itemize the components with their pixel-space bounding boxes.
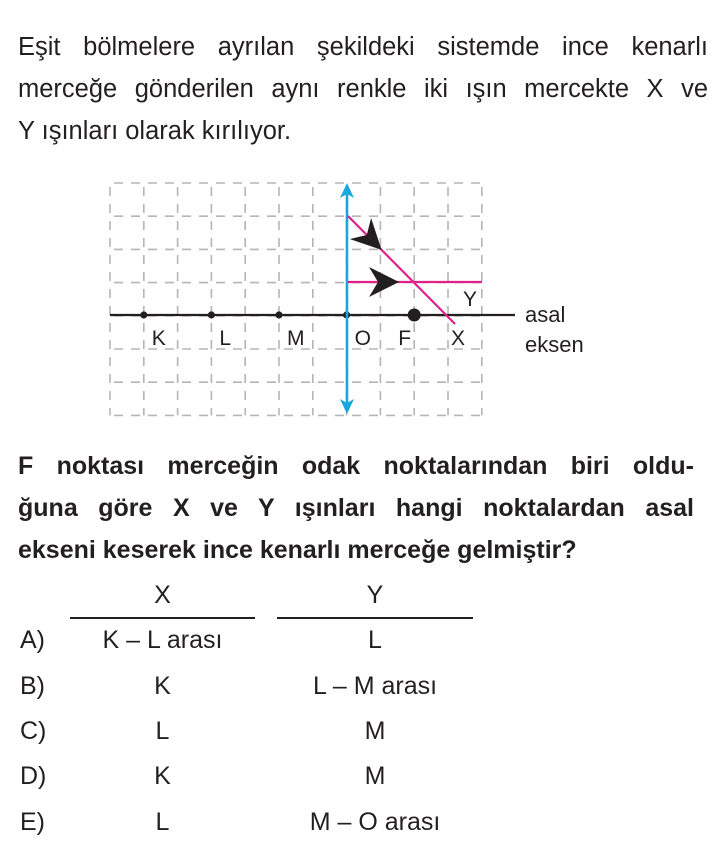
ray-x: [348, 216, 455, 324]
ray-x-label: X: [451, 327, 466, 350]
point-m-label: M: [287, 327, 305, 350]
ray-y-label: Y: [463, 288, 478, 311]
intro-line: Y ışınları olarak kırılıyor.: [18, 117, 292, 145]
option-x-value: K – L arası: [102, 626, 223, 654]
option-e[interactable]: [0, 808, 725, 848]
question-text: [18, 445, 694, 571]
option-y-value: M: [364, 717, 386, 745]
option-letter: A): [20, 626, 45, 654]
option-x-value: L: [155, 717, 170, 745]
option-y-value: L: [368, 626, 382, 654]
axis-label-line1: asal: [525, 302, 566, 327]
question-line: F noktası merceğin odak noktalarından biri oldu-: [18, 452, 694, 480]
column-header-y: Y: [366, 581, 384, 609]
option-letter: D): [20, 762, 47, 790]
option-x-value: K: [154, 672, 171, 700]
option-y-value: M: [364, 762, 386, 790]
point-f-dot: [408, 309, 421, 322]
column-header-x: X: [154, 581, 171, 609]
point-l-dot: [208, 311, 215, 318]
thin-lens: [340, 183, 354, 414]
ray-x-arrow-icon: [360, 228, 371, 239]
grid: [110, 183, 482, 415]
option-a[interactable]: [0, 626, 725, 666]
option-x-value: K: [154, 762, 171, 790]
point-o-label: O: [354, 327, 371, 350]
question-line: ğuna göre X ve Y ışınları hangi noktalardan asal: [18, 494, 694, 522]
option-letter: B): [20, 672, 45, 700]
point-k-dot: [140, 311, 147, 318]
option-c[interactable]: [0, 717, 725, 757]
question-line: ekseni keserek ince kenarlı merceğe gelmiştir?: [18, 536, 577, 564]
point-f-label: F: [398, 327, 412, 350]
option-y-value: L – M arası: [312, 672, 438, 700]
intro-line: merceğe gönderilen aynı renkle iki ışın mercekte X ve: [18, 75, 708, 103]
axis-label-line2: eksen: [525, 332, 584, 357]
point-l-label: L: [219, 327, 232, 350]
option-x-value: L: [155, 808, 170, 836]
intro-line: Eşit bölmelere ayrılan şekildeki sistemde ince kenarlı: [18, 33, 708, 61]
option-letter: C): [20, 717, 47, 745]
column-rule-y: [277, 617, 473, 619]
option-b[interactable]: [0, 672, 725, 712]
option-y-value: M – O arası: [309, 808, 441, 836]
option-d[interactable]: [0, 762, 725, 802]
column-rule-x: [70, 617, 255, 619]
point-m-dot: [275, 311, 282, 318]
point-k-label: K: [151, 327, 166, 350]
option-letter: E): [20, 808, 45, 836]
